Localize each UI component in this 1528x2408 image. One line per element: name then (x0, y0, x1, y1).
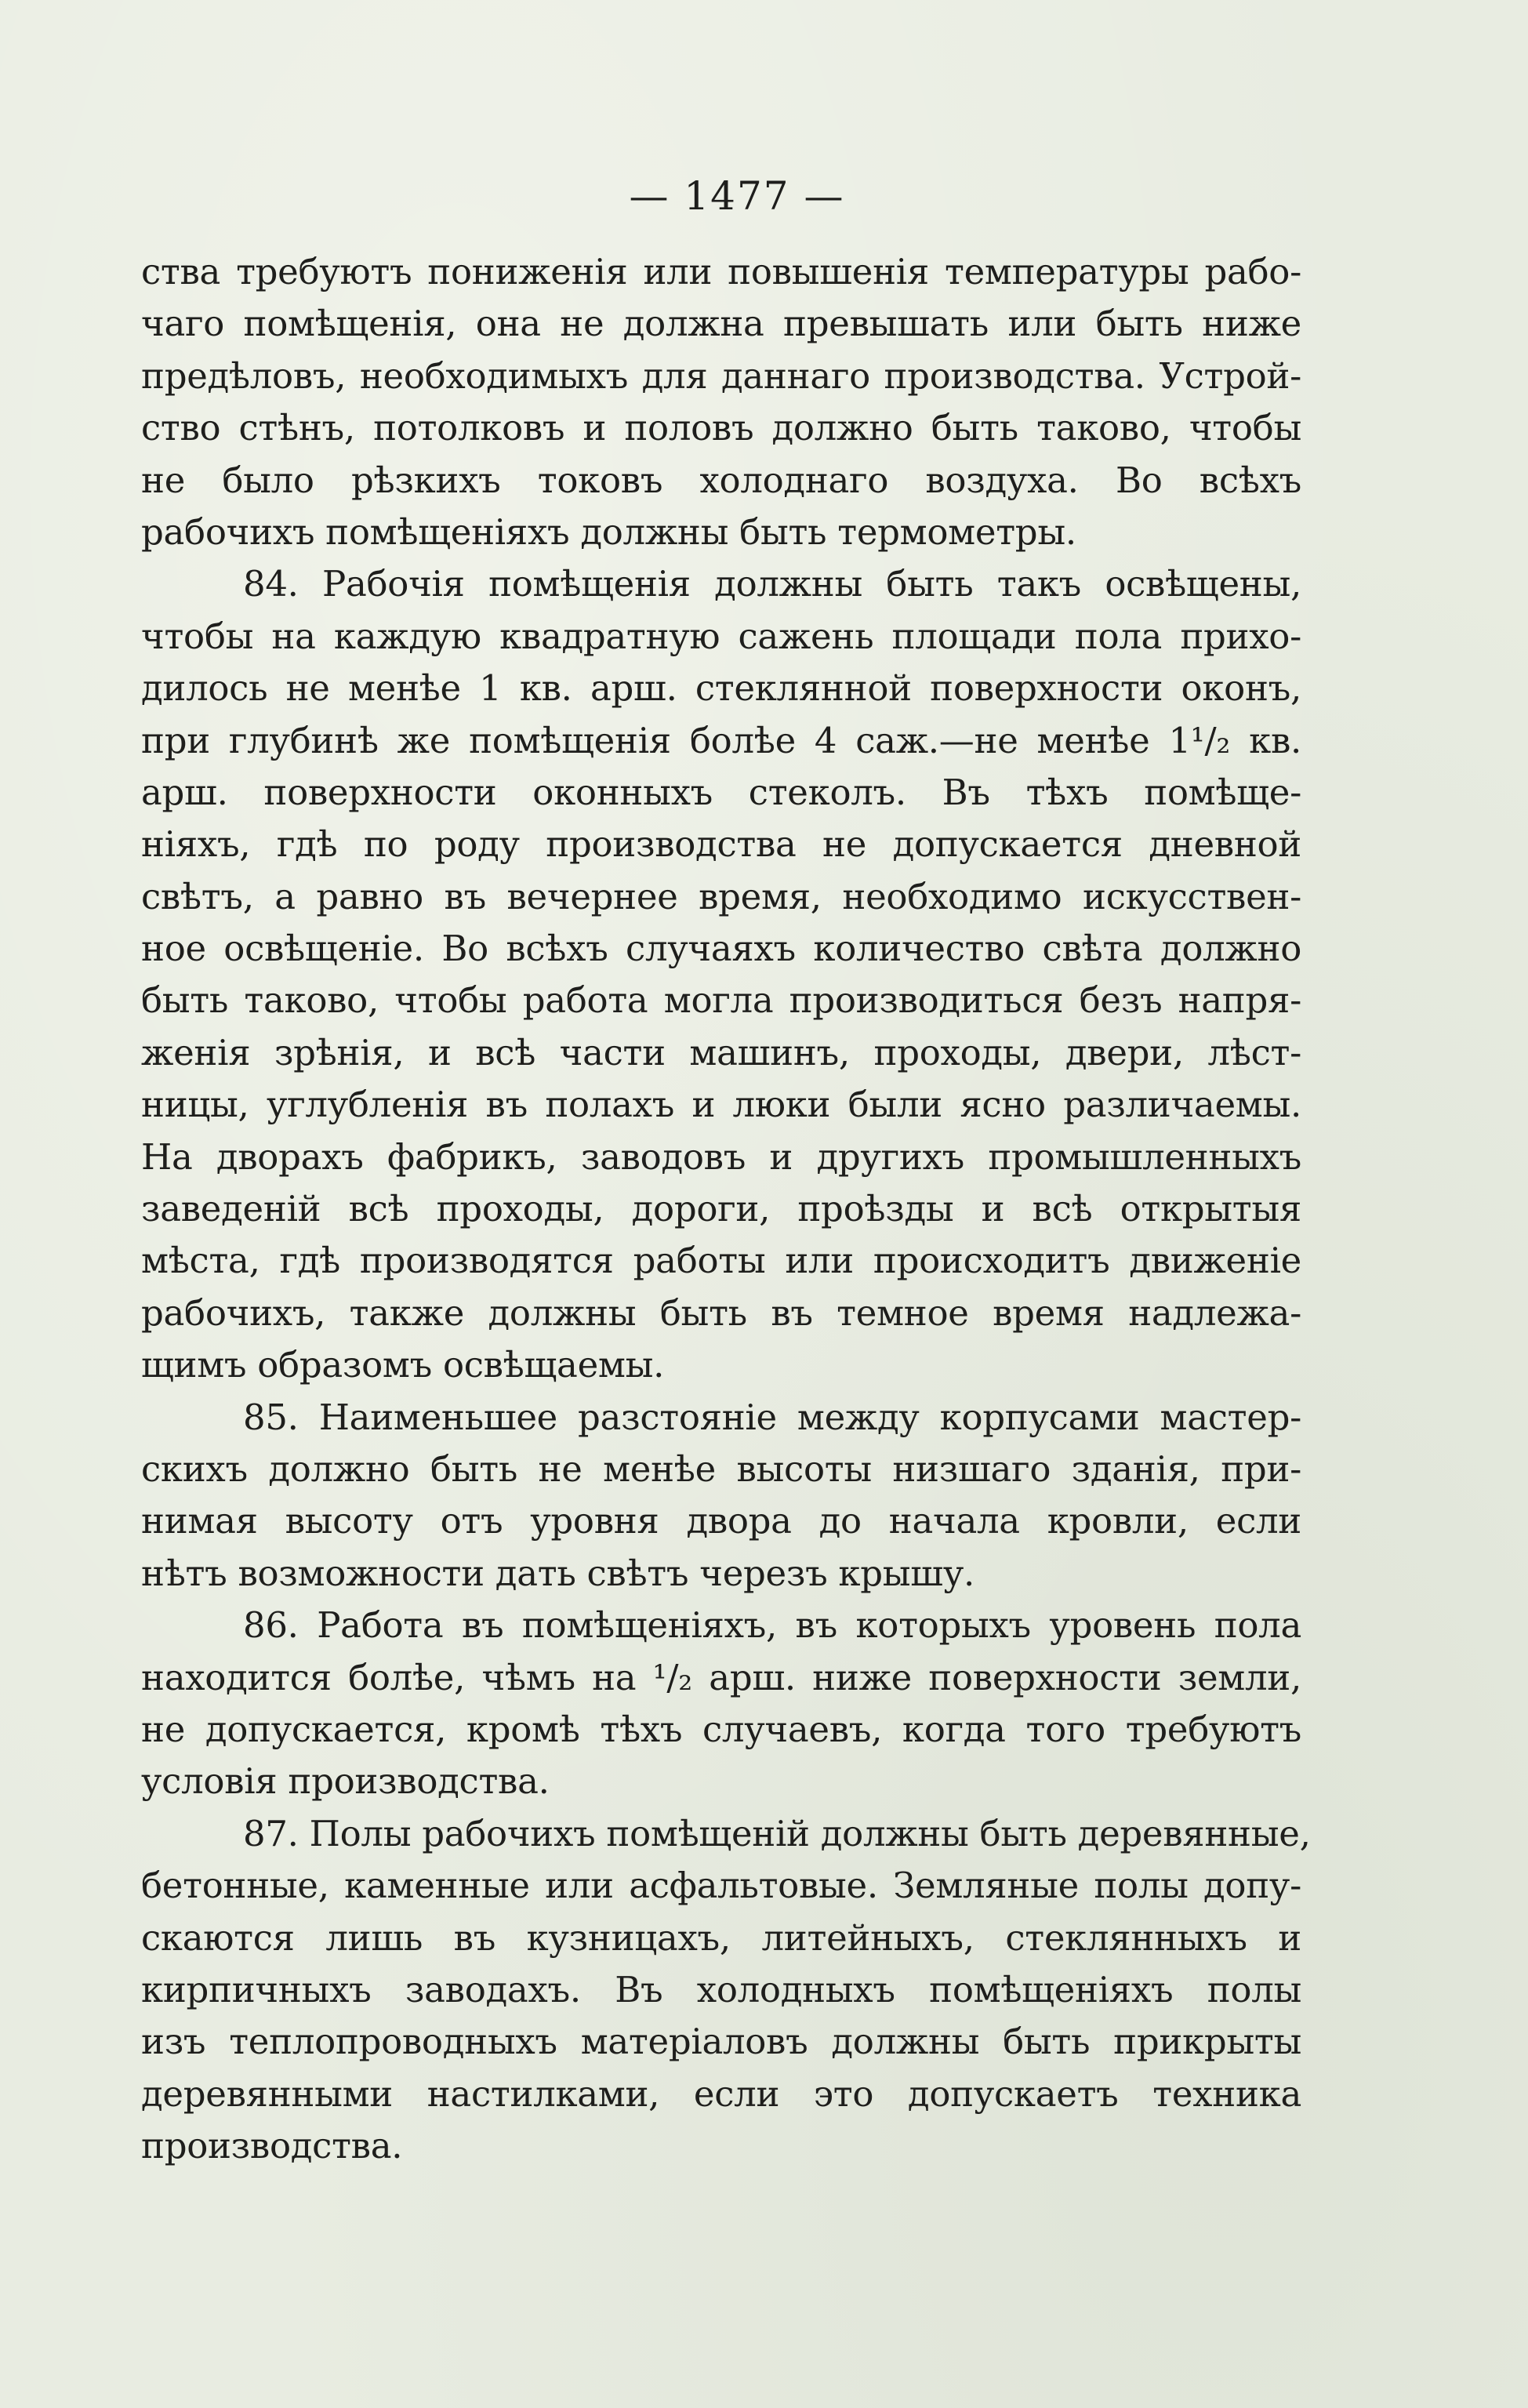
text-line: не было рѣзкихъ токовъ холоднаго воздуха. Во всѣхъ (141, 459, 1301, 501)
text-line: при глубинѣ же помѣщенія болѣе 4 саж.—не менѣе 1¹/₂ кв. (141, 719, 1301, 761)
text-line: ное освѣщеніе. Во всѣхъ случаяхъ количество свѣта должно (141, 928, 1301, 970)
paragraph-continuation (141, 246, 1301, 558)
text-line: чтобы на каждую квадратную сажень площади пола прихо- (141, 615, 1301, 657)
page-number: — 1477 — (629, 173, 845, 219)
text-line: На дворахъ фабрикъ, заводовъ и другихъ промышленныхъ (141, 1135, 1301, 1178)
text-line: скаются лишь въ кузницахъ, литейныхъ, стеклянныхъ и (141, 1916, 1301, 1959)
text-line: дилось не менѣе 1 кв. арш. стеклянной поверхности оконъ, (141, 667, 1301, 710)
text-line: ства требуютъ пониженія или повышенія температуры рабо- (141, 251, 1301, 292)
text-line: 86. Работа въ помѣщеніяхъ, въ которыхъ уровень пола (243, 1604, 1301, 1647)
text-line: скихъ должно быть не менѣе высоты низшаго зданія, при- (141, 1447, 1301, 1490)
text-line: мѣста, гдѣ производятся работы или происходитъ движеніе (141, 1240, 1301, 1282)
text-line: ніяхъ, гдѣ по роду производства не допускается дневной (141, 823, 1301, 866)
text-line: арш. поверхности оконныхъ стеколъ. Въ тѣхъ помѣще- (141, 771, 1301, 813)
text-line: женія зрѣнія, и всѣ части машинъ, проходы, двери, лѣст- (141, 1031, 1301, 1073)
text-line: щимъ образомъ освѣщаемы. (141, 1344, 665, 1386)
text-line: чаго помѣщенія, она не должна превышать или быть ниже (141, 303, 1301, 345)
text-line: 87. Полы рабочихъ помѣщеній должны быть деревянные, (243, 1812, 1311, 1854)
text-line: не допускается, кромѣ тѣхъ случаевъ, когда того требуютъ (141, 1708, 1301, 1750)
text-line: рабочихъ помѣщеніяхъ должны быть термометры. (141, 510, 1076, 553)
text-line: изъ теплопроводныхъ матеріаловъ должны быть прикрыты (141, 2021, 1301, 2063)
text-line: быть таково, чтобы работа могла производиться безъ напря- (141, 979, 1301, 1022)
text-line: рабочихъ, также должны быть въ темное время надлежа- (141, 1291, 1301, 1334)
text-line: ницы, углубленія въ полахъ и люки были ясно различаемы. (141, 1084, 1301, 1126)
text-line: 85. Наименьшее разстояніе между корпусами мастер- (243, 1396, 1301, 1438)
text-line: находится болѣе, чѣмъ на ¹/₂ арш. ниже поверхности земли, (141, 1656, 1301, 1698)
text-line: 84. Рабочія помѣщенія должны быть такъ освѣщены, (243, 563, 1301, 605)
paragraph-85 (141, 1392, 1301, 1600)
page-text-block (141, 173, 1311, 2172)
text-line: бетонные, каменные или асфальтовые. Земляные полы допу- (141, 1865, 1301, 1907)
text-line: ство стѣнъ, потолковъ и половъ должно быть таково, чтобы (141, 407, 1301, 449)
text-line: нимая высоту отъ уровня двора до начала кровли, если (141, 1500, 1301, 1542)
text-line: производства. (141, 2125, 403, 2167)
text-line: условія производства. (141, 1760, 550, 1803)
text-line: свѣтъ, а равно въ вечернее время, необходимо искусствен- (141, 875, 1301, 917)
text-line: заведеній всѣ проходы, дороги, проѣзды и всѣ открытыя (141, 1188, 1301, 1230)
paragraph-84 (141, 558, 1301, 1391)
text-line: деревянными настилками, если это допускаетъ техника (141, 2072, 1301, 2115)
paragraph-87 (141, 1808, 1311, 2173)
text-line: кирпичныхъ заводахъ. Въ холодныхъ помѣщеніяхъ полы (141, 1968, 1301, 2010)
paragraph-86 (141, 1600, 1301, 1808)
text-line: предѣловъ, необходимыхъ для даннаго производства. Устрой- (141, 354, 1301, 397)
text-line: нѣтъ возможности дать свѣтъ черезъ крышу. (141, 1552, 975, 1594)
